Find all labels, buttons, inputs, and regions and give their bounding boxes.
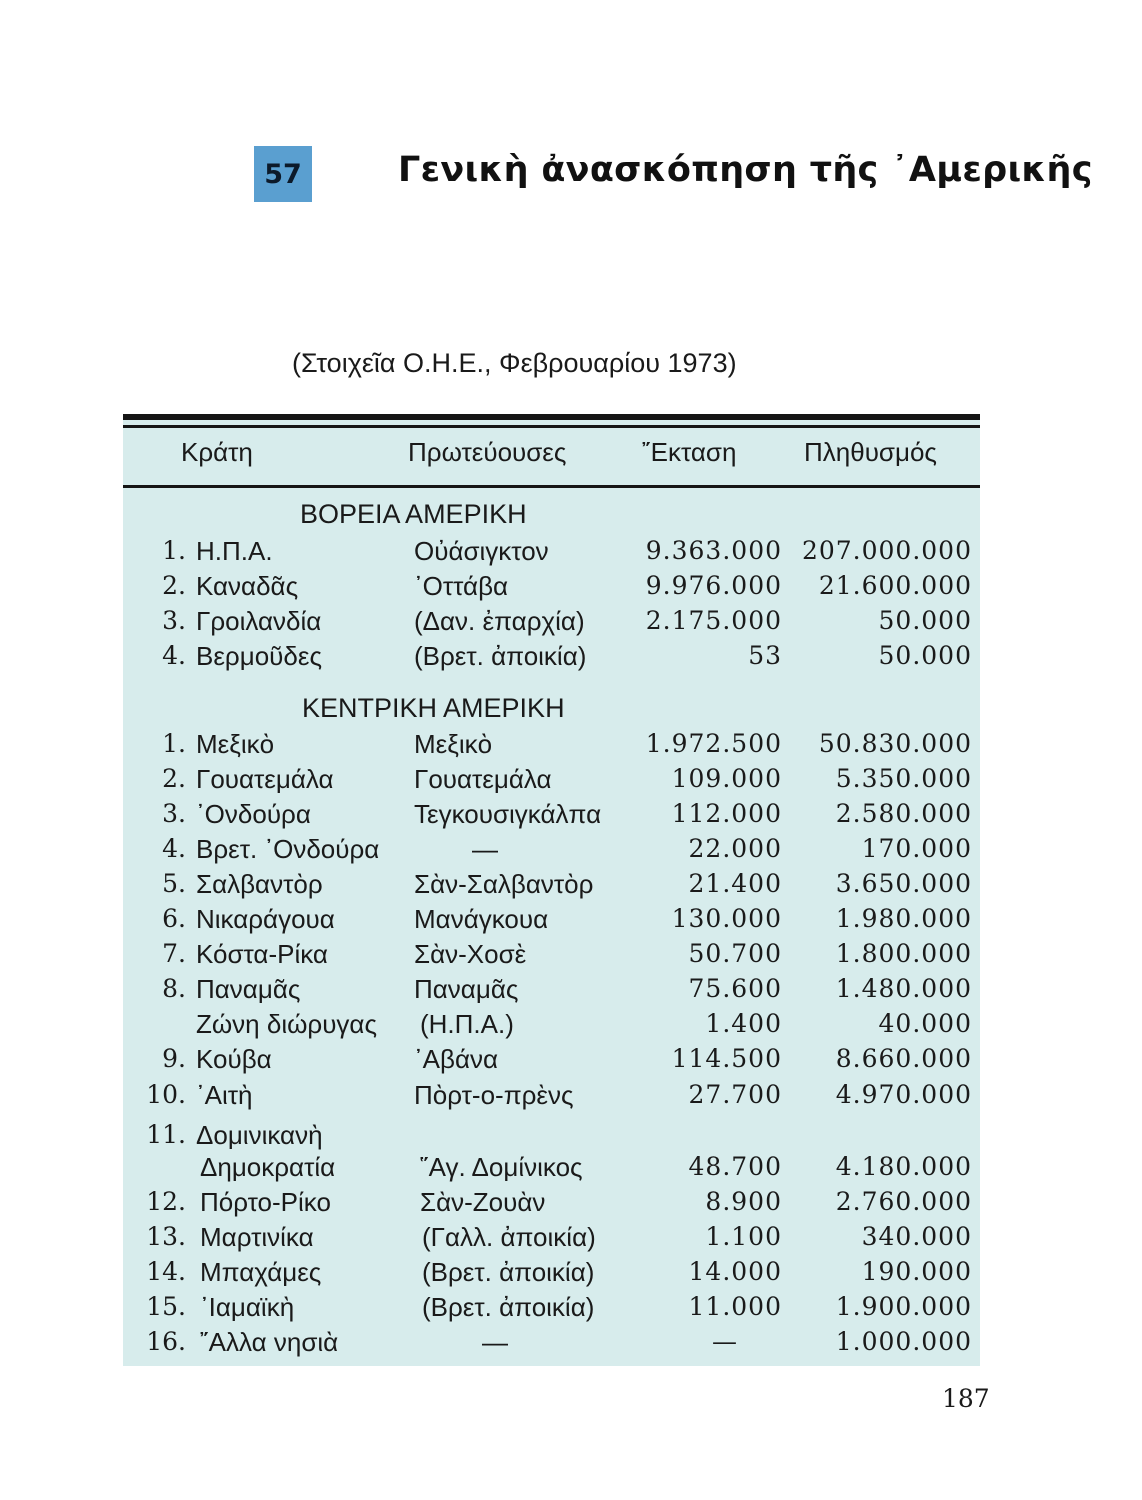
area-value: 22.000 (688, 834, 782, 863)
capital-name: Τεγκουσιγκάλπα (414, 799, 602, 829)
column-header-area: ῎Εκταση (642, 437, 737, 467)
population-value: 4.180.000 (835, 1152, 972, 1181)
population-value: 50.000 (878, 606, 972, 635)
column-header-population: Πληθυσμός (804, 437, 937, 467)
population-value: 50.830.000 (818, 729, 972, 758)
row-number: 4. (162, 834, 186, 863)
table-row (0, 834, 1142, 868)
table-row (0, 1080, 1142, 1114)
country-name: Βερμοῦδες (196, 641, 322, 671)
country-name: Η.Π.Α. (196, 536, 273, 566)
table-row (0, 729, 1142, 763)
area-value: 75.600 (688, 974, 782, 1003)
table-row (0, 1327, 1142, 1361)
capital-name: — (482, 1327, 508, 1357)
table-row (0, 1120, 1142, 1154)
area-value: 109.000 (671, 764, 782, 793)
population-value: 40.000 (878, 1009, 972, 1038)
table-row (0, 571, 1142, 605)
country-name: Παναμᾶς (196, 974, 301, 1004)
table-row (0, 1044, 1142, 1078)
country-name: Μπαχάμες (200, 1257, 322, 1287)
table-row (0, 1187, 1142, 1221)
row-number: 8. (162, 974, 186, 1003)
capital-name: — (472, 834, 498, 864)
table-row (0, 1292, 1142, 1326)
population-value: 1.980.000 (835, 904, 972, 933)
table-row (0, 974, 1142, 1008)
capital-name: Σὰν-Ζουὰν (420, 1187, 546, 1217)
population-value: 170.000 (861, 834, 972, 863)
area-value: — (712, 1327, 738, 1356)
country-name: Καναδᾶς (196, 571, 299, 601)
table-top-rule (123, 414, 980, 420)
population-value: 340.000 (861, 1222, 972, 1251)
area-value: 21.400 (688, 869, 782, 898)
capital-name: Πὸρτ-ο-πρὲνς (414, 1080, 574, 1110)
row-number: 16. (146, 1327, 186, 1356)
table-row (0, 606, 1142, 640)
row-number: 14. (146, 1257, 186, 1286)
population-value: 8.660.000 (835, 1044, 972, 1073)
row-number: 11. (146, 1120, 186, 1149)
country-name: Δομινικανὴ (196, 1120, 323, 1150)
row-number: 13. (146, 1222, 186, 1251)
table-row (0, 1222, 1142, 1256)
population-value: 21.600.000 (818, 571, 972, 600)
row-number: 1. (162, 729, 186, 758)
table-row (0, 1152, 1142, 1186)
country-name: Κόστα-Ρίκα (196, 939, 328, 969)
row-number: 2. (162, 571, 186, 600)
area-value: 14.000 (688, 1257, 782, 1286)
population-value: 4.970.000 (835, 1080, 972, 1109)
area-value: 50.700 (688, 939, 782, 968)
area-value: 27.700 (688, 1080, 782, 1109)
area-value: 53 (748, 641, 782, 670)
country-name: Γροιλανδία (196, 606, 322, 636)
row-number: 15. (146, 1292, 186, 1321)
country-name: Πόρτο-Ρίκο (200, 1187, 331, 1217)
population-value: 50.000 (878, 641, 972, 670)
row-number: 10. (146, 1080, 186, 1109)
area-value: 2.175.000 (645, 606, 782, 635)
table-row (0, 764, 1142, 798)
capital-name: ᾿Αβάνα (414, 1044, 499, 1074)
area-value: 112.000 (671, 799, 782, 828)
area-value: 114.500 (671, 1044, 782, 1073)
country-name: Μαρτινίκα (200, 1222, 314, 1252)
population-value: 1.900.000 (835, 1292, 972, 1321)
table-header-rule (123, 485, 980, 488)
country-name: ᾿Αιτὴ (196, 1080, 253, 1110)
capital-name: ῞Αγ. Δομίνικος (420, 1152, 583, 1182)
area-value: 1.972.500 (645, 729, 782, 758)
area-value: 11.000 (688, 1292, 782, 1321)
area-value: 8.900 (705, 1187, 782, 1216)
capital-name: (Γαλλ. ἀποικία) (422, 1222, 596, 1252)
country-name: Μεξικὸ (196, 729, 275, 759)
capital-name: Σὰν-Χοσὲ (414, 939, 527, 969)
section-title-north-america: ΒΟΡΕΙΑ ΑΜΕΡΙΚΗ (300, 499, 527, 529)
area-value: 1.400 (705, 1009, 782, 1038)
area-value: 1.100 (705, 1222, 782, 1251)
country-name: ᾿Ιαμαϊκὴ (200, 1292, 295, 1322)
country-name: Δημοκρατία (200, 1152, 336, 1182)
row-number: 1. (162, 536, 186, 565)
row-number: 5. (162, 869, 186, 898)
country-name: Νικαράγουα (196, 904, 335, 934)
row-number: 6. (162, 904, 186, 933)
capital-name: (Βρετ. ἀποικία) (422, 1257, 595, 1287)
capital-name: Μεξικὸ (414, 729, 493, 759)
row-number: 3. (162, 799, 186, 828)
population-value: 3.650.000 (835, 869, 972, 898)
area-value: 48.700 (688, 1152, 782, 1181)
table-row (0, 939, 1142, 973)
chapter-number-badge: 57 (254, 146, 312, 202)
capital-name: (Βρετ. ἀποικία) (414, 641, 587, 671)
population-value: 1.000.000 (835, 1327, 972, 1356)
capital-name: (Η.Π.Α.) (420, 1009, 514, 1039)
column-header-capital: Πρωτεύουσες (408, 437, 567, 467)
table-top-rule-thin (123, 425, 980, 428)
country-name: Βρετ. ᾿Ονδούρα (196, 834, 380, 864)
page-number: 187 (942, 1384, 990, 1413)
table-row (0, 641, 1142, 675)
country-name: Κούβα (196, 1044, 272, 1074)
population-value: 1.800.000 (835, 939, 972, 968)
capital-name: Γουατεμάλα (414, 764, 552, 794)
table-row (0, 1009, 1142, 1043)
section-title-central-america: ΚΕΝΤΡΙΚΗ ΑΜΕΡΙΚΗ (302, 693, 565, 723)
row-number: 2. (162, 764, 186, 793)
capital-name: (Δαν. ἐπαρχία) (414, 606, 585, 636)
population-value: 190.000 (861, 1257, 972, 1286)
row-number: 12. (146, 1187, 186, 1216)
capital-name: Παναμᾶς (414, 974, 519, 1004)
row-number: 7. (162, 939, 186, 968)
capital-name: ᾿Οττάβα (414, 571, 509, 601)
row-number: 4. (162, 641, 186, 670)
table-row (0, 869, 1142, 903)
row-number: 3. (162, 606, 186, 635)
capital-name: Μανάγκουα (414, 904, 549, 934)
area-value: 130.000 (671, 904, 782, 933)
area-value: 9.363.000 (645, 536, 782, 565)
area-value: 9.976.000 (645, 571, 782, 600)
population-value: 5.350.000 (835, 764, 972, 793)
population-value: 2.760.000 (835, 1187, 972, 1216)
row-number: 9. (162, 1044, 186, 1073)
capital-name: Σὰν-Σαλβαντὸρ (414, 869, 594, 899)
table-row (0, 904, 1142, 938)
population-value: 207.000.000 (801, 536, 972, 565)
population-value: 2.580.000 (835, 799, 972, 828)
column-header-country: Κράτη (181, 437, 253, 467)
country-name: Γουατεμάλα (196, 764, 334, 794)
country-name: Σαλβαντὸρ (196, 869, 323, 899)
table-row (0, 536, 1142, 570)
population-value: 1.480.000 (835, 974, 972, 1003)
country-name: Ζώνη διώρυγας (196, 1009, 377, 1039)
table-row (0, 799, 1142, 833)
page-title: Γενικὴ ἀνασκόπηση τῆς ᾿Αμερικῆς (398, 150, 1093, 190)
country-name: ῎Αλλα νησιὰ (200, 1327, 339, 1357)
source-note: (Στοιχεῖα Ο.Η.Ε., Φεβρουαρίου 1973) (292, 348, 737, 378)
capital-name: Οὐάσιγκτον (414, 536, 549, 566)
table-row (0, 1257, 1142, 1291)
country-name: ᾿Ονδούρα (196, 799, 311, 829)
capital-name: (Βρετ. ἀποικία) (422, 1292, 595, 1322)
